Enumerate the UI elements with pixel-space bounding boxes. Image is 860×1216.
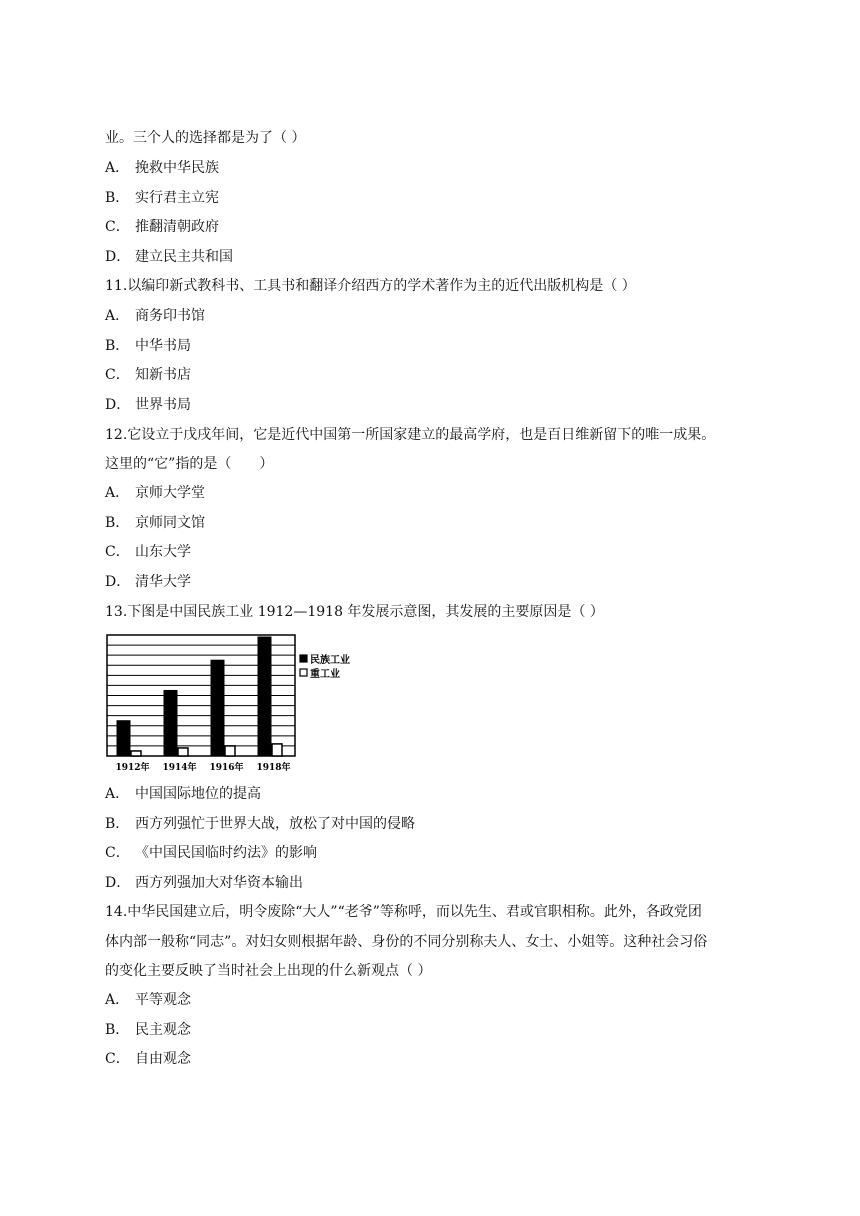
- option-letter: D．: [105, 574, 131, 590]
- option-text: 中华书局: [135, 338, 191, 354]
- option-text: 西方列强加大对华资本输出: [135, 875, 303, 891]
- option-text: 建立民主共和国: [135, 249, 233, 265]
- q14-option-b[interactable]: [105, 1020, 191, 1040]
- option-letter: A．: [105, 786, 130, 802]
- q12-stem-line1: 12.它设立于戊戌年间，它是近代中国第一所国家建立的最高学府，也是百日维新留下的唯一成果。: [105, 427, 716, 443]
- option-letter: C．: [105, 845, 130, 861]
- chart-svg: [105, 632, 355, 777]
- bar-4-series-1: [258, 637, 271, 756]
- q14-stem-line3: 的变化主要反映了当时社会上出现的什么新观点（ ）: [105, 963, 432, 979]
- option-text: 《中国民国临时约法》的影响: [135, 845, 317, 861]
- option-text: 中国国际地位的提高: [135, 786, 261, 802]
- legend-swatch-1: [300, 655, 307, 662]
- option-letter: D．: [105, 875, 131, 891]
- option-text: 世界书局: [135, 397, 191, 413]
- legend-swatch-2: [300, 669, 307, 676]
- option-text: 自由观念: [135, 1051, 191, 1067]
- option-letter: B．: [105, 515, 130, 531]
- option-letter: C．: [105, 544, 130, 560]
- q11-stem: 11.以编印新式教科书、工具书和翻译介绍西方的学术著作为主的近代出版机构是（ ）: [105, 278, 636, 294]
- q14-stem-line2: 体内部一般称“同志”。对妇女则根据年龄、身份的不同分别称夫人、女士、小姐等。这种社会习俗: [105, 934, 708, 950]
- q10-option-c[interactable]: [105, 217, 219, 237]
- option-letter: A．: [105, 992, 130, 1008]
- bar-1-series-1: [117, 721, 130, 756]
- option-letter: D．: [105, 397, 131, 413]
- q12-option-d[interactable]: [105, 572, 191, 592]
- q13-option-c[interactable]: [105, 843, 317, 863]
- bar-2-series-1: [164, 690, 177, 756]
- option-letter: C．: [105, 1051, 130, 1067]
- option-letter: C．: [105, 219, 130, 235]
- q10-option-d[interactable]: [105, 247, 233, 267]
- q11-option-b[interactable]: [105, 336, 191, 356]
- option-text: 挽救中华民族: [135, 160, 219, 176]
- option-letter: D．: [105, 249, 131, 265]
- option-letter: A．: [105, 485, 130, 501]
- x-tick-label: 1918年: [256, 763, 291, 773]
- x-tick-label: 1916年: [209, 763, 244, 773]
- option-text: 商务印书馆: [135, 308, 205, 324]
- q14-option-c[interactable]: [105, 1049, 191, 1069]
- option-letter: B．: [105, 338, 130, 354]
- option-text: 实行君主立宪: [135, 190, 219, 206]
- q13-option-a[interactable]: [105, 784, 261, 804]
- option-text: 平等观念: [135, 992, 191, 1008]
- option-text: 推翻清朝政府: [135, 219, 219, 235]
- option-text: 西方列强忙于世界大战，放松了对中国的侵略: [135, 816, 415, 832]
- option-letter: A．: [105, 308, 130, 324]
- q10-option-b[interactable]: [105, 188, 219, 208]
- bar-3-series-2: [225, 746, 235, 756]
- q10-option-a[interactable]: [105, 158, 219, 178]
- legend-label-1: 民族工业: [310, 655, 350, 666]
- q13-option-d[interactable]: [105, 873, 303, 893]
- option-text: 清华大学: [135, 574, 191, 590]
- q11-option-a[interactable]: [105, 306, 205, 326]
- industry-bar-chart: [105, 632, 355, 777]
- q14-option-a[interactable]: [105, 990, 191, 1010]
- q13-option-b[interactable]: [105, 814, 415, 834]
- q13-stem: 13.下图是中国民族工业 1912—1918 年发展示意图，其发展的主要原因是（ ）: [105, 604, 604, 620]
- option-letter: C．: [105, 367, 130, 383]
- q10-stem-end: 业。三个人的选择都是为了（ ）: [105, 130, 306, 146]
- q11-option-c[interactable]: [105, 365, 191, 385]
- option-letter: B．: [105, 1022, 130, 1038]
- q12-option-b[interactable]: [105, 513, 205, 533]
- option-text: 山东大学: [135, 544, 191, 560]
- bar-4-series-2: [272, 744, 282, 756]
- x-tick-label: 1912年: [115, 763, 150, 773]
- option-text: 京师同文馆: [135, 515, 205, 531]
- legend-label-2: 重工业: [310, 669, 340, 680]
- q12-option-c[interactable]: [105, 542, 191, 562]
- q12-option-a[interactable]: [105, 483, 205, 503]
- option-text: 民主观念: [135, 1022, 191, 1038]
- q11-option-d[interactable]: [105, 395, 191, 415]
- option-letter: B．: [105, 816, 130, 832]
- q14-stem-line1: 14.中华民国建立后，明令废除“大人”“老爷”等称呼，而以先生、君或官职相称。此外，各政党团: [105, 904, 702, 920]
- bar-2-series-2: [178, 748, 188, 756]
- bar-1-series-2: [131, 751, 141, 756]
- bar-3-series-1: [211, 660, 224, 756]
- option-text: 京师大学堂: [135, 485, 205, 501]
- q12-stem-line2: 这里的“它”指的是（ ）: [105, 456, 274, 472]
- option-letter: A．: [105, 160, 130, 176]
- x-tick-label: 1914年: [162, 763, 197, 773]
- option-letter: B．: [105, 190, 130, 206]
- option-text: 知新书店: [135, 367, 191, 383]
